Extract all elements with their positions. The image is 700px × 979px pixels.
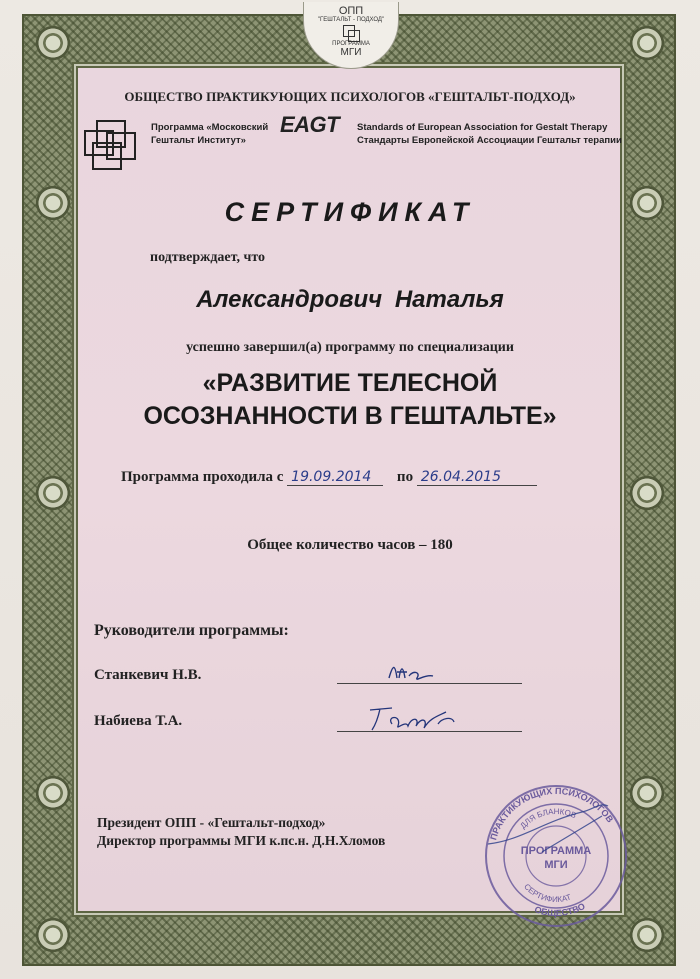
eagt-standards: Standards of European Association for Gestalt Therapy Стандарты Европейской Ассоциации Гештальт терапии [357, 122, 622, 146]
border-rosette [30, 20, 76, 66]
badge-line2: "ГЕШТАЛЬТ - ПОДХОД" [317, 17, 385, 23]
badge-line3: ПРОГРАММА [332, 41, 370, 47]
president-signature-block: Президент ОПП - «Гештальт-подход» Директор программы МГИ к.пс.н. Д.Н.Хломов [97, 815, 386, 848]
official-stamp [482, 782, 630, 930]
organization-name: ОБЩЕСТВО ПРАКТИКУЮЩИХ ПСИХОЛОГОВ «ГЕШТАЛЬТ-ПОДХОД» [124, 89, 576, 104]
completed-text: успешно завершил(а) программу по специализации [186, 340, 514, 355]
badge-line4: МГИ [340, 47, 362, 58]
stamp-outer-top: ПРАКТИКУЮЩИХ ПСИХОЛОГОВ [488, 785, 616, 842]
border-rosette [624, 912, 670, 958]
recipient-name: Александрович Наталья [196, 286, 504, 313]
stamp-center1: ПРОГРАММА [520, 845, 592, 857]
start-date: 19.09.2014 [287, 469, 383, 486]
mgi-logo-icon [84, 118, 148, 170]
border-rosette [624, 20, 670, 66]
border-rosette [624, 470, 670, 516]
border-rosette [30, 770, 76, 816]
end-date: 26.04.2015 [417, 469, 537, 486]
border-rosette [30, 470, 76, 516]
leader-name: Станкевич Н.В. [94, 667, 202, 683]
stamp-outer-bottom: ОБЩЕСТВО [533, 901, 587, 919]
program-logo-text: Программа «Московский Гештальт Институт» [151, 122, 269, 146]
leader-name: Набиева Т.А. [94, 713, 183, 729]
border-rosette [30, 912, 76, 958]
signature-stankevich [385, 660, 445, 686]
stamp-center2: МГИ [544, 859, 568, 871]
total-hours: Общее количество часов – 180 [247, 537, 453, 553]
badge-line1: ОПП [338, 5, 364, 17]
confirms-text: подтверждает, что [150, 250, 266, 265]
program-dates: Программа проходила с 19.09.2014 по 26.04.2015 [121, 469, 537, 486]
eagt-logo: EAGT [280, 112, 340, 137]
border-rosette [624, 770, 670, 816]
signature-nabieva [362, 702, 462, 736]
program-title: «РАЗВИТИЕ ТЕЛЕСНОЙ ОСОЗНАННОСТИ В ГЕШТАЛЬТЕ» [143, 369, 557, 430]
stamp-inner-bottom: СЕРТИФИКАТ [522, 882, 573, 905]
leaders-heading: Руководители программы: [94, 622, 289, 639]
badge-logo-icon [343, 25, 359, 41]
certificate-title: СЕРТИФИКАТ [224, 197, 476, 227]
stamp-inner-top: ДЛЯ БЛАНКОВ [518, 806, 578, 831]
